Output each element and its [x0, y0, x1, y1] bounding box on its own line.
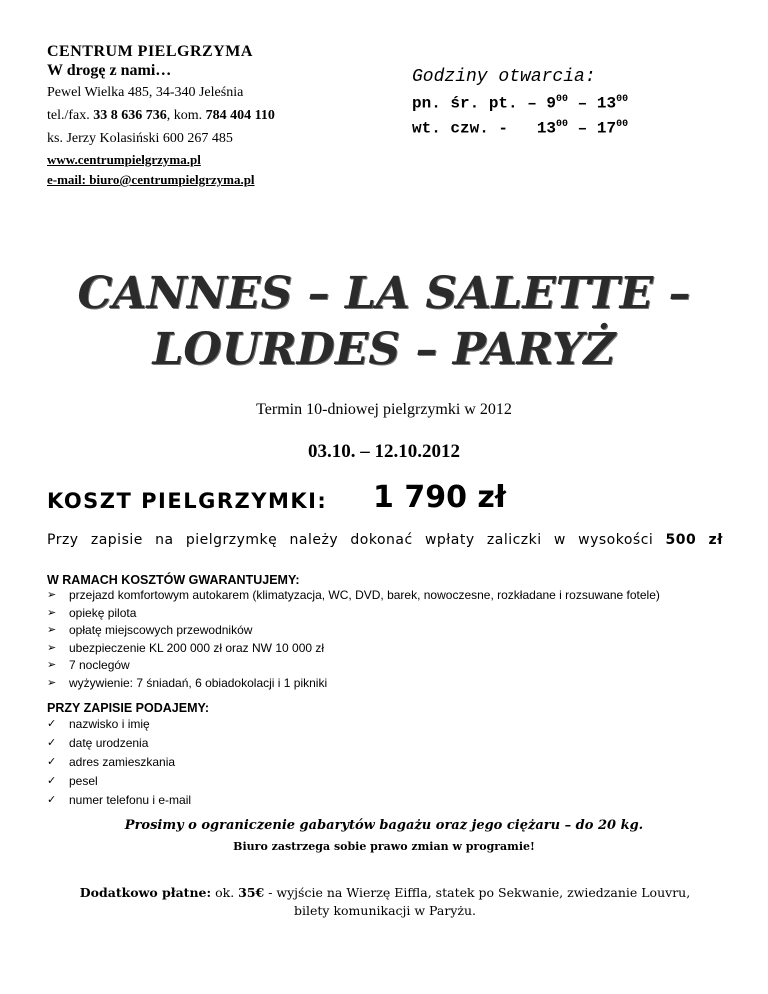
- tel-label: tel./fax.: [47, 108, 90, 123]
- extra-prefix: ok.: [211, 885, 239, 900]
- arrow-bullet-icon: ➢: [47, 589, 57, 601]
- arrow-bullet-icon: ➢: [47, 606, 57, 619]
- list-item-text: datę urodzenia: [69, 736, 149, 750]
- list-item: [47, 715, 209, 734]
- list-item-text: 7 noclegów: [69, 658, 130, 672]
- guarantee-title: W RAMACH KOSZTÓW GWARANTUJEMY:: [47, 573, 300, 587]
- list-item: [47, 587, 660, 605]
- tel-number: 33 8 636 736: [93, 108, 167, 123]
- list-item: [47, 772, 209, 791]
- luggage-note: Prosimy o ograniczenie gabarytów bagażu oraz jego ciężaru – do 20 kg.: [124, 818, 644, 833]
- website-link[interactable]: www.centrumpielgrzyma.pl: [47, 152, 201, 167]
- hours-title: Godziny otwarcia:: [412, 67, 596, 87]
- checkmark-icon: ✓: [47, 737, 57, 749]
- arrow-bullet-icon: ➢: [47, 624, 57, 636]
- list-item: [47, 657, 660, 675]
- extra-label: Dodatkowo płatne:: [79, 885, 212, 900]
- arrow-bullet-icon: ➢: [47, 676, 57, 689]
- list-item: [47, 753, 209, 772]
- priest-contact: ks. Jerzy Kolasiński 600 267 485: [47, 131, 233, 146]
- list-item-text: nazwisko i imię: [69, 717, 150, 731]
- list-item: [47, 734, 209, 753]
- hours-row-1: [412, 89, 628, 114]
- changes-note: Biuro zastrzega sobie prawo zmian w programie!: [233, 840, 535, 853]
- kom-number: 784 404 110: [205, 108, 275, 123]
- checkmark-icon: ✓: [47, 718, 57, 730]
- list-item: [47, 605, 660, 623]
- registration-title: PRZY ZAPISIE PODAJEMY:: [47, 701, 210, 715]
- list-item-text: przejazd komfortowym autokarem (klimatyzacja, WC, DVD, barek, nowoczesne, rozkładane i rozsuwane fotele): [69, 588, 660, 602]
- phone-line: tel./fax. 33 8 636 736, kom. 784 404 110: [47, 108, 275, 123]
- hours-row-2: [412, 114, 628, 139]
- list-item-text: wyżywienie: 7 śniadań, 6 obiadokolacji i 1 pikniki: [69, 675, 328, 690]
- hours-days: wt. czw. -: [412, 119, 537, 138]
- list-item-text: ubezpieczenie KL 200 000 zł oraz NW 10 000 zł: [69, 640, 325, 655]
- hours-to-sup: 00: [616, 119, 629, 131]
- contact-block: [47, 42, 377, 190]
- deposit-amount: 500: [665, 532, 697, 548]
- list-item-text: adres zamieszkania: [69, 755, 176, 769]
- guarantee-list: [47, 587, 660, 692]
- list-item: [47, 622, 660, 640]
- deposit-word: zaliczki: [486, 532, 542, 548]
- trip-term: Termin 10-dniowej pielgrzymki w 2012: [256, 401, 512, 418]
- hours-from-sup: 00: [556, 119, 569, 131]
- deposit-word: dokonać: [350, 532, 413, 548]
- hours-from-sup: 00: [556, 94, 569, 105]
- registration-list: [47, 715, 209, 810]
- list-item-text: numer telefonu i e-mail: [69, 793, 192, 807]
- deposit-word: pielgrzymkę: [185, 532, 278, 548]
- organization-name: CENTRUM PIELGRZYMA: [47, 43, 253, 60]
- list-item-text: pesel: [69, 774, 98, 788]
- cost-value: 1 790 zł: [373, 480, 506, 515]
- hours-sep: –: [568, 119, 597, 138]
- arrow-bullet-icon: ➢: [47, 641, 57, 654]
- deposit-currency: zł: [708, 532, 723, 548]
- list-item: [47, 791, 209, 810]
- hours-to: 13: [596, 94, 617, 113]
- checkmark-icon: ✓: [47, 775, 57, 787]
- kom-label: kom.: [173, 108, 203, 123]
- deposit-word: wpłaty: [424, 532, 475, 548]
- hours-sep: –: [568, 94, 597, 113]
- deposit-word: należy: [289, 532, 339, 548]
- registration-section: [47, 701, 209, 810]
- hours-to: 17: [596, 119, 617, 138]
- checkmark-icon: ✓: [47, 756, 57, 768]
- address: Pewel Wielka 485, 34-340 Jeleśnia: [47, 85, 244, 100]
- extra-text: - wyjście na Wierzę Eiffla, statek po Sekwanie, zwiedzanie Louvru, bilety komunikacji w Paryżu.: [264, 885, 691, 918]
- trip-title: [0, 266, 768, 378]
- guarantee-section: [47, 573, 660, 692]
- opening-hours: [412, 65, 628, 140]
- list-item: [47, 675, 660, 693]
- extra-costs: [70, 884, 700, 920]
- checkmark-icon: ✓: [47, 794, 57, 806]
- trip-dates: 03.10. – 12.10.2012: [308, 441, 460, 462]
- deposit-word: na: [155, 532, 174, 548]
- cost-label: KOSZT PIELGRZYMKI:: [47, 489, 328, 513]
- deposit-line: [47, 532, 723, 548]
- tagline: W drogę z nami…: [47, 62, 172, 79]
- extra-price: 35€: [238, 885, 265, 900]
- hours-to-sup: 00: [616, 94, 629, 105]
- deposit-word: w: [553, 532, 566, 548]
- hours-from: 13: [536, 119, 557, 138]
- hours-from: 9: [546, 94, 557, 113]
- trip-title-line-1: CANNES – LA SALETTE –: [77, 268, 691, 319]
- deposit-word: Przy: [47, 532, 79, 548]
- email-link[interactable]: e-mail: biuro@centrumpielgrzyma.pl: [47, 172, 255, 187]
- hours-days: pn. śr. pt. –: [412, 94, 547, 113]
- list-item: [47, 640, 660, 658]
- deposit-word: wysokości: [578, 532, 654, 548]
- list-item-text: opiekę pilota: [69, 605, 137, 620]
- arrow-bullet-icon: ➢: [47, 659, 57, 671]
- trip-title-line-2: LOURDES – PARYŻ: [152, 324, 616, 375]
- list-item-text: opłatę miejscowych przewodników: [69, 623, 253, 637]
- deposit-word: zapisie: [90, 532, 143, 548]
